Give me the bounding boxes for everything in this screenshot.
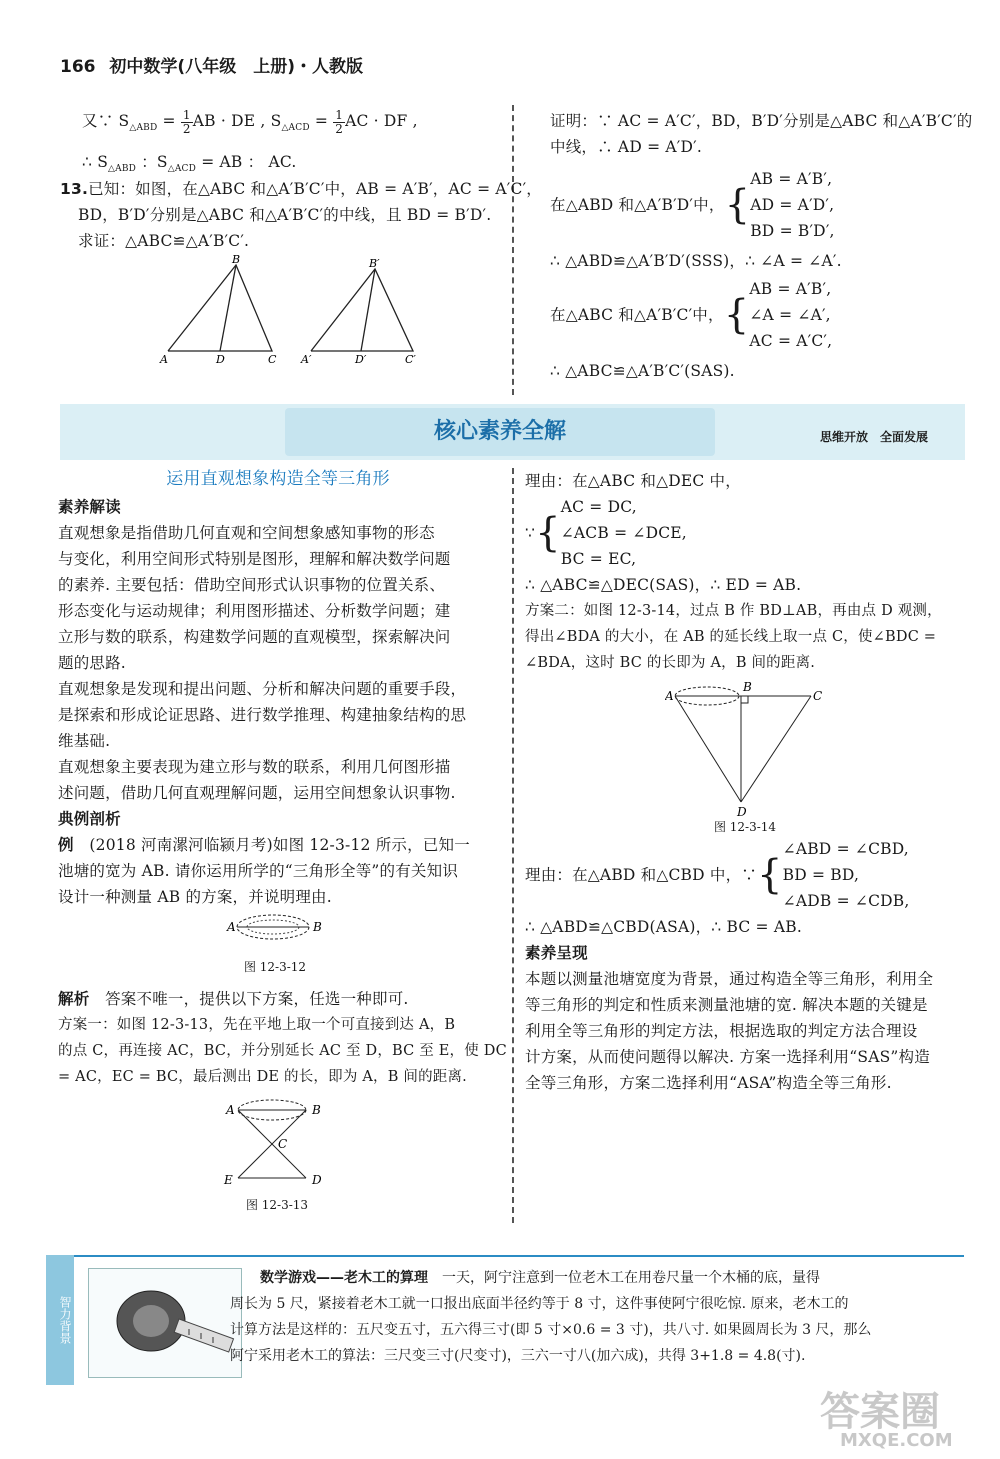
svg-text:C: C xyxy=(813,689,823,703)
median-bd-prime xyxy=(361,269,375,351)
right-column-lower: 理由：在△ABD 和△CBD 中，∵ { ∠ABD = ∠CBD, BD = BD, ∠ADB = ∠CDB, ∴ △ABD≌△CBD(ASA)，∴ BC = AB. 素养呈现 本题以测量池塘宽度为背景，通过构造全等三角形，利用全 等三角形的判定和性质来测量池塘的宽. 解决本题的关键是 利用全等三角形的判定方法，根据选取的判定方法合理设 计方案，从而使问题得以解决. 方案一选择利用“SAS”构造 全等三角形，方案二选择利用“ASA”构造全等三角形. xyxy=(525,836,970,1096)
system-sss: 在△ABD 和△A′B′D′中， { AB = A′B′, AD = A′D′, BD = B′D′, xyxy=(550,170,835,240)
svg-text:A: A xyxy=(665,689,674,703)
system-sas: 在△ABC 和△A′B′C′中， { AB = A′B′, ∠A = ∠A′, AC = A′C′, xyxy=(550,280,833,350)
label-b: B xyxy=(232,255,241,266)
label-b: B xyxy=(313,920,322,934)
analysis-label: 解析 xyxy=(58,990,90,1008)
fraction-half: $\frac{1}{2}$ xyxy=(182,107,191,136)
heading-examples: 典例剖析 xyxy=(58,810,121,828)
tape-measure-icon xyxy=(89,1269,241,1377)
top-left-block xyxy=(82,108,502,182)
label-c: C xyxy=(268,353,277,366)
figure-12-3-14 xyxy=(665,680,835,818)
svg-text:B: B xyxy=(312,1103,321,1117)
bottom-side-label: 智力背景 xyxy=(46,1255,74,1385)
fig14-caption: 图 12-3-14 xyxy=(713,820,777,834)
label-a: A xyxy=(227,920,236,934)
fig13-caption: 图 12-3-13 xyxy=(245,1198,309,1212)
system-sas-2: ∵ { AC = DC, ∠ACB = ∠DCE, BC = EC, xyxy=(525,498,687,568)
math-game-text: 数学游戏——老木工的算理 一天，阿宁注意到一位老木工在用卷尺量一个木桶的底，量得 周长为 5 尺，紧接着老木工就一口报出底面半径约等于 8 寸，这件事使阿宁很吃惊. 原来，老木工的 计算方法是这样的：五尺变五寸，五六得三寸(即 5 寸×0.6 = 3 寸)，共八寸. 如果圆周长为 3 尺，那么 阿宁采用老木工的算法：三尺变三寸(尺变寸)，三六一寸八(加六成)，共得 3+1.8 = 4.8(寸). xyxy=(230,1270,872,1364)
banner-title: 核心素养全解 xyxy=(285,408,715,456)
paragraph-1: 直观想象是指借助几何直观和空间想象感知事物的形态 与变化，利用空间形式特别是图形，理解和解决数学问题 的素养. 主要包括：借助空间形式认识事物的位置关系、 形态变化与运动规律；利用图形描述、分析数学问题；建 立形与数的联系，构建数学问题的直观模型，探索解决问 题的思路. xyxy=(58,524,451,672)
label-c-prime: C′ xyxy=(405,353,416,366)
figure-12-3-13 xyxy=(222,1092,332,1192)
heading-presentation: 素养呈现 xyxy=(525,944,588,962)
page-number: 166 xyxy=(60,57,96,77)
question-13: 13.已知：如图，在△ABC 和△A′B′C′中，AB = A′B′，AC = A′C′， BD，B′D′分别是△ABC 和△A′B′C′的中线，且 BD = B′D′. 求证：△ABC≌△A′B′C′. xyxy=(60,180,542,250)
figure-12-3-12 xyxy=(225,908,335,948)
label-d: D xyxy=(216,353,225,366)
paragraph-3: 直观想象主要表现为建立形与数的联系，利用几何图形描 述问题，借助几何直观理解问题，运用空间想象认识事物. xyxy=(58,758,456,802)
paragraph-4: 本题以测量池塘宽度为背景，通过构造全等三角形，利用全 等三角形的判定和性质来测量池塘的宽. 解决本题的关键是 利用全等三角形的判定方法，根据选取的判定方法合理设 计方案，从而使问题得以解决. 方案一选择利用“SAS”构造 全等三角形，方案二选择利用“ASA”构造全等三角形. xyxy=(525,970,934,1092)
question-number: 13. xyxy=(60,180,89,198)
section-title: 运用直观想象构造全等三角形 xyxy=(166,469,390,489)
svg-text:D: D xyxy=(737,805,747,818)
median-bd xyxy=(220,265,236,351)
heading-interpretation: 素养解读 xyxy=(58,498,121,516)
right-angle-mark xyxy=(741,696,748,703)
triangle-figure-abc xyxy=(150,255,290,370)
paragraph-2: 直观想象是发现和提出问题、分析和解决问题的重要手段， 是探索和形成论证思路、进行数学推理、构建抽象结构的思 维基础. xyxy=(58,680,467,750)
top-right-proof: 证明：∵ AC = A′C′，BD，B′D′分别是△ABC 和△A′B′C′的 中线，∴ AD = A′D′. 在△ABD 和△A′B′D′中， { AB = A′B′, AD = A′D′, BD = B′D′, ∴ △ABD≌△A′B′D′(SSS)，∴ ∠A = ∠A′. 在△ABC 和△A′B′C′中， { AB = A′B′, ∠A = ∠A′, AC = A′C′, ∴ △ABC≌△A′B′C′(SAS). xyxy=(550,108,980,384)
column-divider-bottom xyxy=(512,468,514,1223)
page-header xyxy=(60,52,363,77)
svg-text:A: A xyxy=(226,1103,235,1117)
watermark-url: MXQE.COM xyxy=(840,1430,953,1451)
svg-text:B: B xyxy=(743,680,752,694)
svg-text:D: D xyxy=(312,1173,322,1187)
book-title: 初中数学(八年级 上册)・人教版 xyxy=(109,57,363,77)
label-d-prime: D′ xyxy=(355,353,367,366)
area-ratio-line1: 又∵ $S_{\triangle ABD}$ = $\frac{1}{2}$ AB · DE , $S_{\triangle ACD}$ = $\frac{1}{2}$ AC · DF , xyxy=(82,107,418,136)
triangle-abc-prime xyxy=(311,269,413,351)
label-b-prime: B′ xyxy=(369,257,380,270)
svg-text:C: C xyxy=(278,1137,288,1151)
label-a: A xyxy=(160,353,168,366)
svg-text:E: E xyxy=(224,1173,233,1187)
example-text: 例 (2018 河南漯河临颍月考)如图 12-3-12 所示，已知一 池塘的宽为 AB. 请你运用所学的“三角形全等”的有关知识 设计一种测量 AB 的方案，并说明理由. xyxy=(58,836,470,906)
column-divider-top xyxy=(512,105,514,395)
tape-measure-image xyxy=(88,1268,242,1378)
fig12-caption: 图 12-3-12 xyxy=(243,960,307,974)
triangle-figure-abc-prime xyxy=(295,255,430,370)
area-ratio-line2: ∴ $S_{\triangle ABD}$ ：$S_{\triangle ACD}$ = AB ： AC. xyxy=(82,153,297,175)
watermark-logo: 答案圈 xyxy=(820,1389,940,1435)
label-a-prime: A′ xyxy=(301,353,312,366)
analysis-block: 解析 答案不唯一，提供以下方案，任选一种即可. 方案一：如图 12-3-13，先在平地上取一个可直接到达 A，B 的点 C，再连接 AC，BC，并分别延长 AC 至 D，BC 至 E，使 DC = AC，EC = BC，最后测出 DE 的长，即为 A，B 间的距离. xyxy=(58,990,507,1085)
banner-subtitle: 思维开放 全面发展 xyxy=(820,430,929,444)
left-column xyxy=(58,466,498,910)
right-column: 理由：在△ABC 和△DEC 中， ∵ { AC = DC, ∠ACB = ∠DCE, BC = EC, ∴ △ABC≌△DEC(SAS)，∴ ED = AB. 方案二：如图 12-3-14，过点 B 作 BD⊥AB，再由点 D 观测， 得出∠BDA 的大小，在 AB 的延长线上取一点 C，使∠BDC = ∠BDA，这时 BC 的长即为 A，B 间的距离. xyxy=(525,468,970,676)
game-title: 数学游戏——老木工的算理 xyxy=(260,1270,428,1286)
triangle-abc xyxy=(168,265,272,351)
system-asa: 理由：在△ABD 和△CBD 中，∵ { ∠ABD = ∠CBD, BD = BD, ∠ADB = ∠CDB, xyxy=(525,840,910,910)
